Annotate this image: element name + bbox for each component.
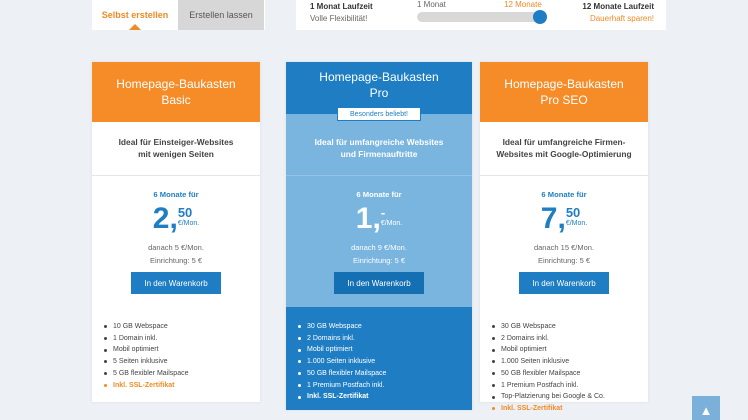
duration-right-info: [582, 1, 654, 25]
duration-left-info: [310, 1, 373, 25]
list-item: 5 GB flexibler Mailspace: [104, 368, 188, 380]
plan-description-line: Websites mit Google-Optimierung: [496, 149, 632, 159]
price-cents: 50: [565, 205, 581, 220]
list-item: Mobil optimiert: [492, 344, 605, 356]
list-item: 50 GB flexibler Mailspace: [298, 368, 386, 380]
duration-selector: [296, 0, 666, 30]
setup-fee: Einrichtung: 5 €: [537, 256, 591, 265]
feature-list-area: [286, 307, 472, 410]
promo-label: 6 Monate für: [541, 190, 587, 199]
plan-header: [92, 62, 260, 122]
duration-slider-track[interactable]: [417, 12, 547, 22]
creation-mode-tabs: [92, 0, 265, 30]
list-item: 1 Domain inkl.: [104, 333, 188, 345]
price: [480, 204, 648, 234]
duration-right-subtitle: Dauerhaft sparen!: [589, 14, 654, 23]
list-item-highlight: Inkl. SSL-Zertifikat: [298, 391, 386, 403]
plan-title: Homepage-Baukasten: [116, 77, 236, 91]
price: [286, 204, 472, 234]
plan-description: [92, 136, 260, 160]
add-to-cart-button[interactable]: In den Warenkorb: [519, 272, 609, 294]
plan-card-basic: [92, 62, 260, 402]
price-unit: €/Mon.: [177, 220, 200, 227]
duration-left-subtitle: Volle Flexibilität!: [310, 14, 368, 23]
duration-left-title: 1 Monat Laufzeit: [310, 2, 373, 11]
price-integer: 7,: [540, 202, 566, 235]
slider-min-label: 1 Monat: [417, 0, 446, 9]
plan-subtitle: Pro: [369, 86, 389, 100]
price-cents: 50: [177, 205, 193, 220]
feature-list-area: [480, 307, 648, 412]
list-item: 1.000 Seiten inklusive: [298, 356, 386, 368]
promo-label: 6 Monate für: [153, 190, 199, 199]
setup-fee: Einrichtung: 5 €: [352, 256, 406, 265]
slider-max-label: 12 Monate: [504, 0, 542, 9]
list-item: 5 Seiten inklusive: [104, 356, 188, 368]
price-unit: €/Mon.: [565, 220, 588, 227]
plan-card-pro-seo: [480, 62, 648, 412]
feature-list: [104, 321, 188, 391]
promo-label: 6 Monate für: [356, 190, 402, 199]
price-integer: 1,: [355, 202, 381, 235]
duration-slider-thumb[interactable]: [533, 10, 547, 24]
list-item-highlight: Inkl. SSL-Zertifikat: [104, 380, 188, 392]
list-item-highlight: Inkl. SSL-Zertifikat: [492, 403, 605, 415]
plan-subtitle: Basic: [161, 93, 191, 107]
plan-title: Homepage-Baukasten: [319, 70, 439, 84]
list-item: 1 Premium Postfach inkl.: [492, 380, 605, 392]
price-after-promo: danach 5 €/Mon.: [148, 243, 204, 252]
price-cents: -: [380, 205, 386, 220]
plan-description: [286, 136, 472, 160]
price-integer: 2,: [152, 202, 178, 235]
list-item: 30 GB Webspace: [492, 321, 605, 333]
divider: [92, 175, 260, 176]
plan-card-pro: [286, 62, 472, 410]
feature-list: [298, 321, 386, 403]
plan-subtitle: Pro SEO: [540, 93, 588, 107]
divider: [286, 175, 472, 176]
arrow-up-icon: ▲: [699, 402, 713, 418]
divider: [480, 175, 648, 176]
list-item: 30 GB Webspace: [298, 321, 386, 333]
price: [92, 204, 260, 234]
plan-description: [480, 136, 648, 160]
feature-list: [492, 321, 605, 415]
price-unit: €/Mon.: [380, 220, 403, 227]
plan-description-line: Ideal für umfangreiche Firmen-: [502, 137, 626, 147]
plan-description-line: Ideal für Einsteiger-Websites: [118, 137, 234, 147]
list-item: Mobil optimiert: [298, 344, 386, 356]
list-item: Mobil optimiert: [104, 344, 188, 356]
tab-erstellen-lassen[interactable]: Erstellen lassen: [178, 0, 264, 30]
duration-right-title: 12 Monate Laufzeit: [582, 2, 654, 11]
scroll-to-top-button[interactable]: [692, 396, 720, 420]
list-item: 10 GB Webspace: [104, 321, 188, 333]
plan-description-line: und Firmenauftritte: [340, 149, 418, 159]
list-item: 1.000 Seiten inklusive: [492, 356, 605, 368]
list-item: 50 GB flexibler Mailspace: [492, 368, 605, 380]
list-item: Top-Platzierung bei Google & Co.: [492, 391, 605, 403]
plan-description-line: Ideal für umfangreiche Websites: [314, 137, 444, 147]
add-to-cart-button[interactable]: In den Warenkorb: [334, 272, 424, 294]
tab-selbst-erstellen[interactable]: Selbst erstellen: [92, 0, 178, 30]
list-item: 2 Domains inkl.: [492, 333, 605, 345]
setup-fee: Einrichtung: 5 €: [149, 256, 203, 265]
plan-description-line: mit wenigen Seiten: [138, 149, 214, 159]
feature-list-area: [92, 307, 260, 402]
list-item: 2 Domains inkl.: [298, 333, 386, 345]
popular-badge: Besonders beliebt!: [337, 107, 421, 121]
price-after-promo: danach 15 €/Mon.: [533, 243, 595, 252]
price-after-promo: danach 9 €/Mon.: [351, 243, 407, 252]
add-to-cart-button[interactable]: In den Warenkorb: [131, 272, 221, 294]
plan-header: [480, 62, 648, 122]
list-item: 1 Premium Postfach inkl.: [298, 380, 386, 392]
plan-title: Homepage-Baukasten: [504, 77, 624, 91]
